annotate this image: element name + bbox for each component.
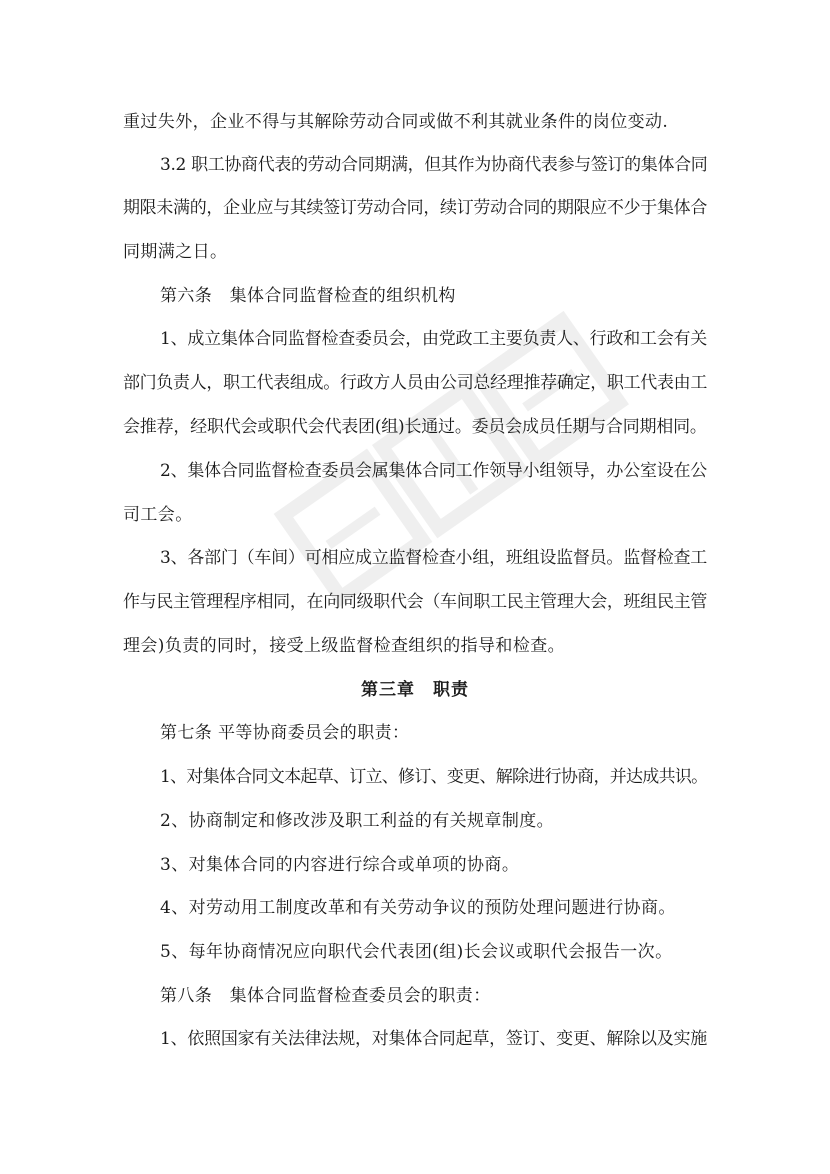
text-line: 同期满之日。 (123, 242, 228, 262)
chapter-title: 第三章 职责 (361, 680, 469, 700)
text-line: 1、对集体合同文本起草、订立、修订、变更、解除进行协商，并达成共识。 (160, 767, 708, 787)
text-line: 部门负责人，职工代表组成。行政方人员由公司总经理推荐确定，职工代表由工 (123, 373, 707, 393)
article-heading: 第八条 集体合同监督检查委员会的职责： (160, 986, 491, 1006)
article-heading: 第六条 集体合同监督检查的组织机构 (160, 286, 456, 306)
text-line: 期限未满的，企业应与其续签订劳动合同，续订劳动合同的期限应不少于集体合 (123, 198, 707, 218)
text-line: 会推荐，经职代会或职代会代表团(组)长通过。委员会成员任期与合同期相同。 (123, 417, 707, 437)
text-line: 2、集体合同监督检查委员会属集体合同工作领导小组领导，办公室设在公 (160, 461, 708, 481)
text-line: 3.2 职工协商代表的劳动合同期满，但其作为协商代表参与签订的集体合同 (160, 155, 708, 175)
text-line: 理会)负责的同时，接受上级监督检查组织的指导和检查。 (123, 636, 566, 656)
text-line: 3、各部门（车间）可相应成立监督检查小组，班组设监督员。监督检查工 (160, 548, 708, 568)
text-line: 1、成立集体合同监督检查委员会，由党政工主要负责人、行政和工会有关 (160, 329, 708, 349)
article-heading: 第七条 平等协商委员会的职责： (160, 723, 410, 743)
text-line: 4、对劳动用工制度改革和有关劳动争议的预防处理问题进行协商。 (160, 898, 676, 918)
text-line: 司工会。 (123, 505, 193, 525)
text-line: 作与民主管理程序相同，在向同级职代会（车间职工民主管理大会，班组民主管 (123, 592, 707, 612)
text-line: 5、每年协商情况应向职代会代表团(组)长会议或职代会报告一次。 (160, 942, 673, 962)
text-line: 3、对集体合同的内容进行综合或单项的协商。 (160, 855, 520, 875)
text-line: 2、协商制定和修改涉及职工利益的有关规章制度。 (160, 811, 555, 831)
text-line: 1、依照国家有关法律法规，对集体合同起草，签订、变更、解除以及实施 (160, 1029, 708, 1049)
text-line: 重过失外，企业不得与其解除劳动合同或做不利其就业条件的岗位变动. (123, 112, 669, 132)
